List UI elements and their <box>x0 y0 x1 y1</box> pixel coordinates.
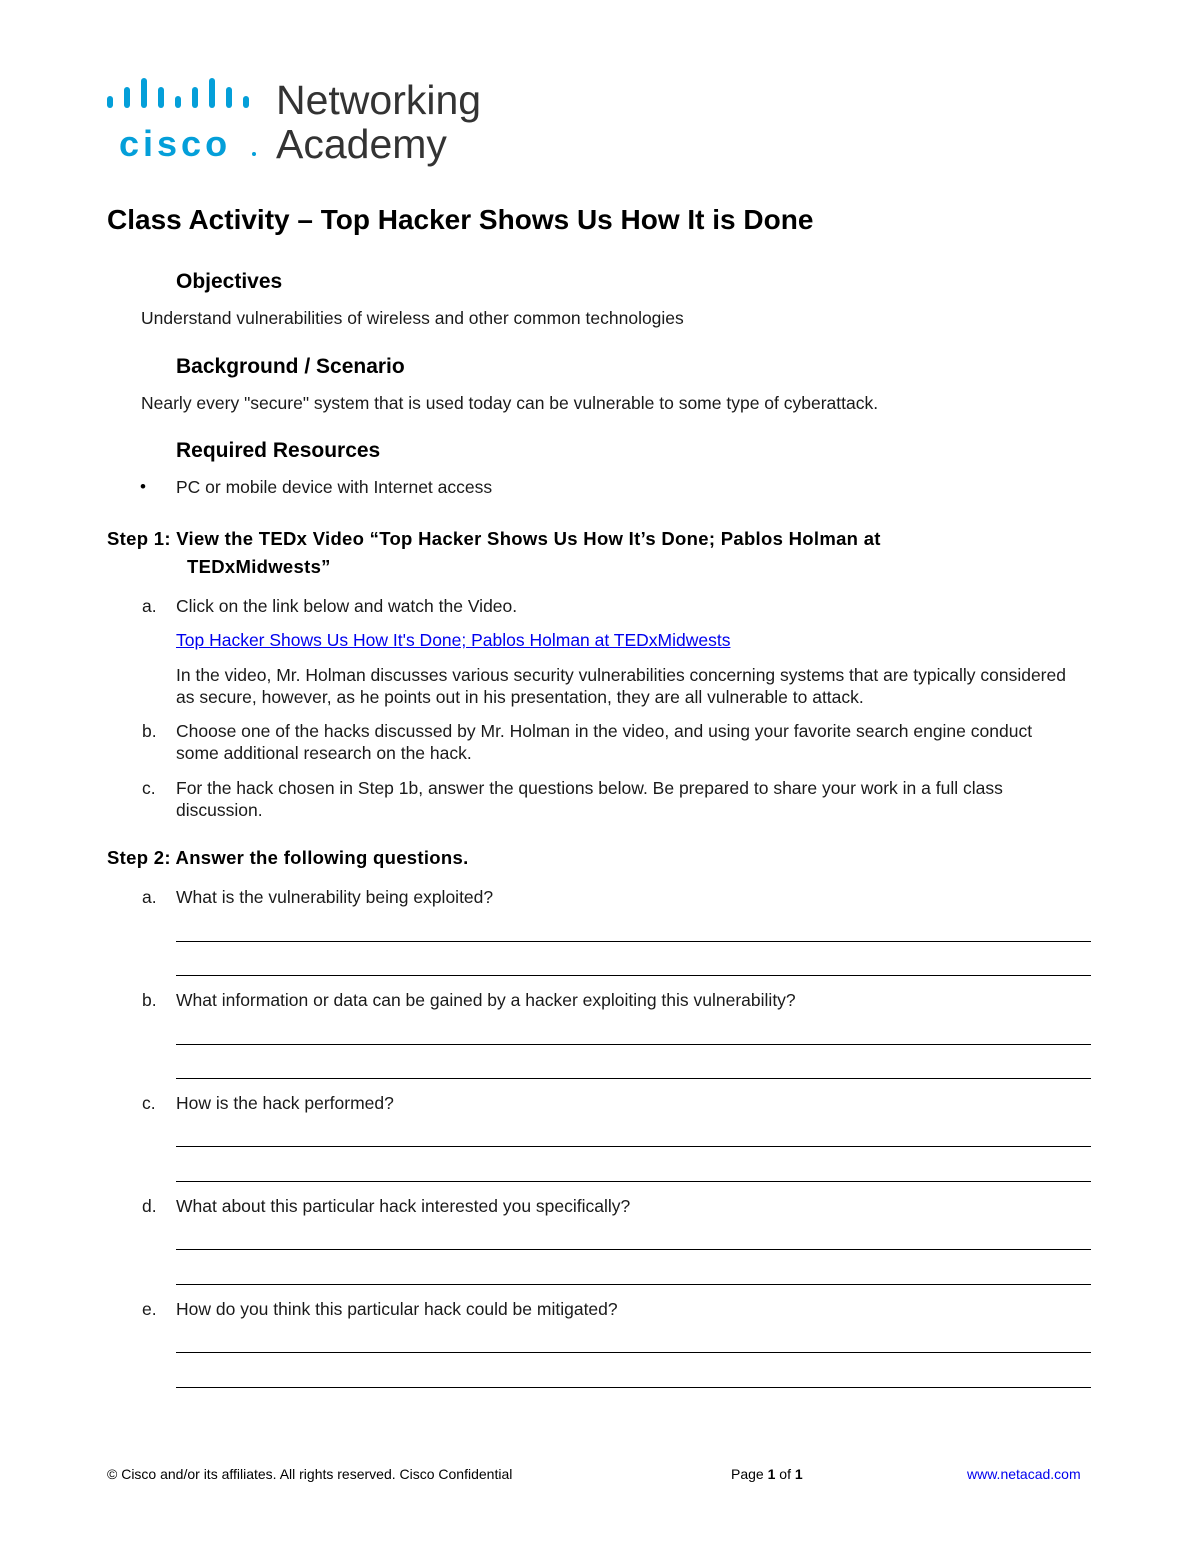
step1-item-a-detail: In the video, Mr. Holman discusses various security vulnerabilities concerning systems that are typically considered as secure, however, as he points out in his presentation, they are all vulnerable to attack. <box>176 665 1066 707</box>
objectives-text: Understand vulnerabilities of wireless and other common technologies <box>141 308 684 328</box>
answer-line-c1[interactable] <box>176 1146 1091 1147</box>
answer-line-e1[interactable] <box>176 1352 1091 1353</box>
answer-line-a2[interactable] <box>176 975 1091 976</box>
question-b-letter: b. <box>142 990 157 1010</box>
answer-line-b2[interactable] <box>176 1078 1091 1079</box>
question-a-text: What is the vulnerability being exploited? <box>176 887 494 907</box>
footer-page-number <box>731 1464 803 1484</box>
step2-heading: Step 2: Answer the following questions. <box>107 847 469 868</box>
step1-item-b-letter: b. <box>142 721 157 741</box>
objectives-heading: Objectives <box>176 270 283 293</box>
background-heading: Background / Scenario <box>176 355 405 378</box>
resources-heading: Required Resources <box>176 439 381 462</box>
answer-line-e2[interactable] <box>176 1387 1091 1388</box>
page-label: Page <box>731 1466 764 1482</box>
step1-item-b-text: Choose one of the hacks discussed by Mr. Holman in the video, and using your favorite search engine conduct some additional research on the hack. <box>176 721 1033 763</box>
step1-item-c-text: For the hack chosen in Step 1b, answer the questions below. Be prepared to share your work in a full class discussion. <box>176 778 1003 820</box>
answer-line-b1[interactable] <box>176 1044 1091 1045</box>
answer-line-d2[interactable] <box>176 1284 1091 1285</box>
step1-heading: Step 1: View the TEDx Video “Top Hacker Shows Us How It’s Done; Pablos Holman at <box>107 528 881 549</box>
background-text: Nearly every "secure" system that is used today can be vulnerable to some type of cyberattack. <box>141 393 879 413</box>
question-a-letter: a. <box>142 887 157 907</box>
answer-line-a1[interactable] <box>176 941 1091 942</box>
logo-academy-text: Academy <box>276 121 447 167</box>
footer-copyright: © Cisco and/or its affiliates. All rights reserved. Cisco Confidential <box>107 1466 513 1482</box>
question-e-text: How do you think this particular hack could be mitigated? <box>176 1299 618 1319</box>
cisco-wordmark: cisco <box>119 123 232 164</box>
question-c-text: How is the hack performed? <box>176 1093 394 1113</box>
cisco-bridge-icon <box>104 74 254 124</box>
step1-heading-cont: TEDxMidwests” <box>187 556 331 577</box>
answer-line-c2[interactable] <box>176 1181 1091 1182</box>
logo-networking-text: Networking <box>276 77 482 123</box>
trademark-dot <box>252 152 256 156</box>
bullet-icon: • <box>140 477 146 496</box>
answer-line-d1[interactable] <box>176 1249 1091 1250</box>
page-total: 1 <box>794 1466 803 1482</box>
question-c-letter: c. <box>142 1093 156 1113</box>
cisco-networking-academy-logo <box>104 74 504 174</box>
step1-item-a-text: Click on the link below and watch the Video. <box>176 596 518 616</box>
question-e-letter: e. <box>142 1299 157 1319</box>
page-title: Class Activity – Top Hacker Shows Us How It is Done <box>107 204 814 235</box>
question-d-letter: d. <box>142 1196 157 1216</box>
step1-item-a-letter: a. <box>142 596 157 616</box>
step1-item-c-letter: c. <box>142 778 156 798</box>
page-current: 1 <box>767 1466 776 1482</box>
video-link[interactable]: Top Hacker Shows Us How It's Done; Pablos Holman at TEDxMidwests <box>176 630 731 650</box>
question-b-text: What information or data can be gained by a hacker exploiting this vulnerability? <box>176 990 796 1010</box>
question-d-text: What about this particular hack interested you specifically? <box>176 1196 631 1216</box>
resource-item: PC or mobile device with Internet access <box>176 477 493 497</box>
page-of: of <box>779 1466 791 1482</box>
footer-website-link[interactable]: www.netacad.com <box>967 1466 1081 1482</box>
